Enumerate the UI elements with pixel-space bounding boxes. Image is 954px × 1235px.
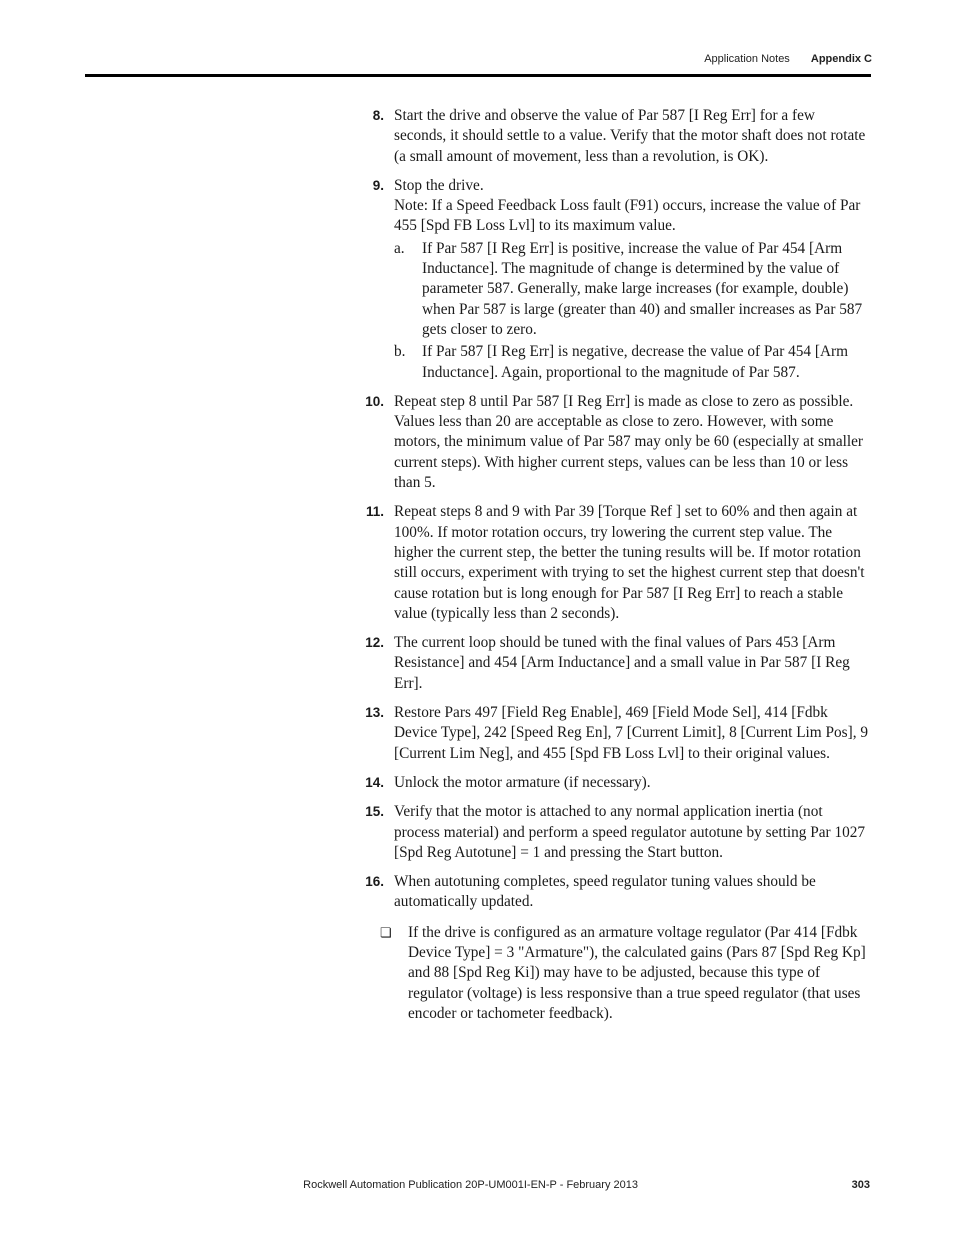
step-text: Restore Pars 497 [Field Reg Enable], 469 [Field Mode Sel], 414 [Fdbk Device Type], 242 [Speed Reg En], 7 [Current Limit], 8 [Current Lim Pos], 9 [Current Lim Neg], and 455 [Spd FB Loss Lvl] to their original values. — [394, 704, 869, 762]
step-10 — [358, 392, 870, 493]
step-number: 8. — [372, 108, 384, 123]
substep-text: If Par 587 [I Reg Err] is negative, decrease the value of Par 454 [Arm Inductance]. Again, proportional to the magnitude of Par 587. — [422, 343, 849, 381]
checkbox-square-icon: ❏ — [380, 924, 392, 940]
step-number: 10. — [365, 393, 384, 409]
header-section: Application Notes — [704, 53, 790, 65]
substep-b — [394, 342, 870, 383]
publication-info: Rockwell Automation Publication 20P-UM001I-EN-P - February 2013 — [303, 1179, 638, 1191]
step-number: 16. — [365, 874, 384, 890]
step-text: When autotuning completes, speed regulator tuning values should be automatically updated. — [394, 873, 816, 911]
step-text: Verify that the motor is attached to any normal application inertia (not process material) and perform a speed regulator autotune by setting Par 1027 [Spd Reg Autotune] = 1 and pressing the Start button. — [394, 803, 866, 861]
header-rule — [85, 74, 871, 77]
step-15 — [358, 802, 870, 863]
page-header — [0, 0, 954, 80]
substep-a — [394, 239, 870, 340]
step-text: Unlock the motor armature (if necessary). — [394, 773, 651, 791]
step-11 — [358, 502, 870, 624]
step-text: The current loop should be tuned with the final values of Pars 453 [Arm Resistance] and 454 [Arm Inductance] and a small value in Par 587 [I Reg Err]. — [394, 634, 850, 692]
substep-text: If Par 587 [I Reg Err] is positive, increase the value of Par 454 [Arm Inductance]. The magnitude of change is determined by the value of parameter 587. Generally, make large increases (for example, double) when Par 587 is large (greater than 40) and smaller increases as Par 587 gets closer to zero. — [422, 239, 863, 338]
step-number: 13. — [365, 705, 384, 721]
step-16 — [358, 872, 870, 913]
step-text: Start the drive and observe the value of Par 587 [I Reg Err] for a few seconds, it should settle to a value. Verify that the motor shaft does not rotate (a small amount of movement, less than a revolution, is OK). — [394, 107, 866, 165]
procedure-steps — [358, 106, 870, 1024]
step-number: 11. — [365, 504, 384, 520]
checkbox-note — [358, 923, 870, 1024]
step-12 — [358, 633, 870, 694]
checkbox-note-text: If the drive is configured as an armature voltage regulator (Par 414 [Fdbk Device Type] = 3 "Armature"), the calculated gains (Pars 87 [Spd Reg Kp] and 88 [Spd Reg Ki]) may have to be adjusted, because this type of regulator (voltage) is less responsive than a true speed regulator (that uses encoder or tachometer feedback). — [408, 923, 866, 1022]
step-number: 15. — [365, 804, 384, 820]
step-text: Stop the drive. — [394, 176, 484, 194]
page-number: 303 — [851, 1179, 870, 1191]
step-text: Repeat step 8 until Par 587 [I Reg Err] is made as close to zero as possible. Values less than 20 are acceptable as close to zero. However, with some motors, the minimum value of Par 587 may only be 60 (especially at smaller current steps). With higher current steps, values can be less than 10 or less than 5. — [394, 392, 863, 492]
step-number: 9. — [372, 177, 384, 193]
substep-letter: a. — [394, 239, 405, 257]
running-header — [704, 53, 872, 65]
step-number: 14. — [365, 774, 384, 790]
step-13 — [358, 703, 870, 764]
header-appendix: Appendix C — [810, 53, 872, 65]
step-note: Note: If a Speed Feedback Loss fault (F91) occurs, increase the value of Par 455 [Spd FB Loss Lvl] to its maximum value. — [394, 197, 861, 235]
step-8 — [358, 106, 870, 167]
substep-letter: b. — [394, 343, 406, 361]
step-text: Repeat steps 8 and 9 with Par 39 [Torque Ref ] set to 60% and then again at 100%. If motor rotation occurs, try lowering the current step value. The higher the current step, the better the tuning results will be. If motor rotation still occurs, experiment with trying to set the highest current step that doesn't cause rotation but is long enough for Par 587 [I Reg Err] to reach a stable value (typically less than 2 seconds). — [394, 503, 865, 622]
step-14 — [358, 773, 870, 793]
step-9 — [358, 176, 870, 383]
step-number: 12. — [365, 635, 384, 651]
